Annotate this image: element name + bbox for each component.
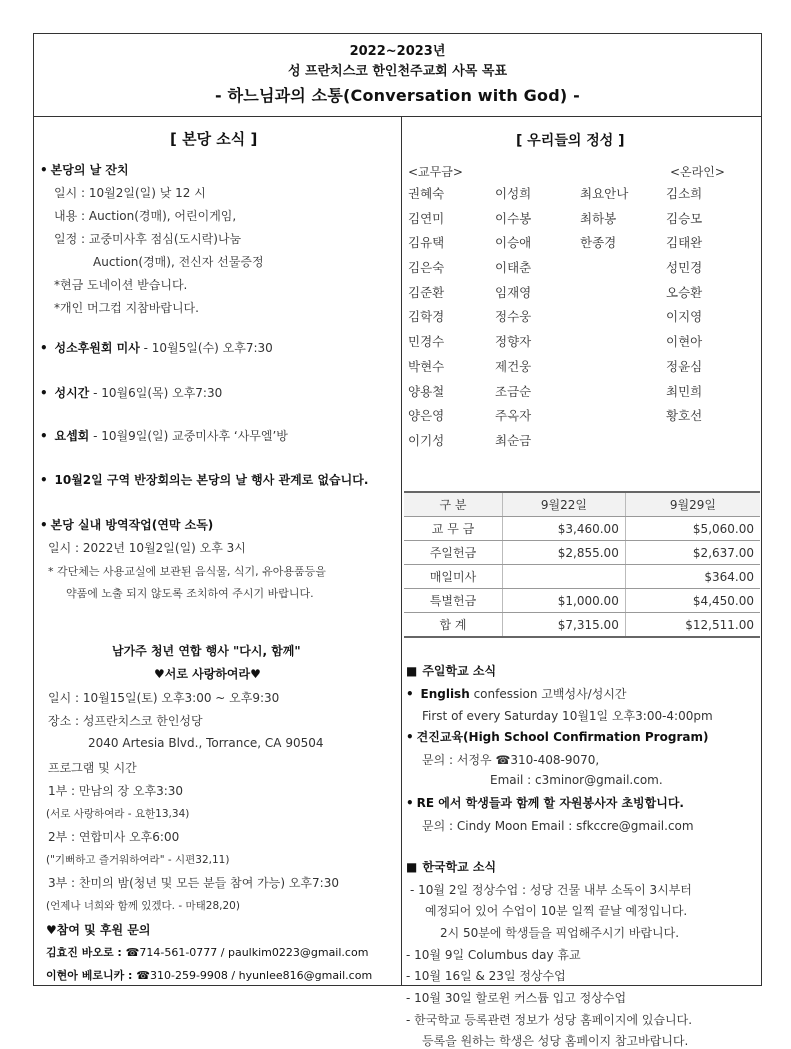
- program-heading: 프로그램 및 시간: [48, 761, 137, 775]
- donor-name: 최하봉: [580, 210, 617, 226]
- donor-name: 민경수: [408, 334, 445, 350]
- youth-event-title: 남가주 청년 연합 행사 "다시, 함께": [112, 644, 301, 658]
- online-label: <온라인>: [670, 165, 725, 179]
- parish-day-line: *현금 도네이션 받습니다.: [54, 278, 188, 292]
- volunteer-contact: 문의 : Cindy Moon Email : sfkccre@gmail.com: [422, 819, 694, 833]
- table-cell: 주일헌금: [404, 541, 503, 565]
- parish-day-line: Auction(경매), 전신자 선물증정: [93, 255, 264, 269]
- table-cell: [503, 565, 626, 589]
- news-item: [40, 427, 288, 444]
- donor-name: 성민경: [666, 260, 703, 276]
- donor-name: 최민희: [666, 383, 703, 399]
- korean-school-item: - 10월 2일 정상수업 : 성당 건물 내부 소독이 3시부터: [410, 883, 692, 897]
- table-row: [404, 589, 760, 613]
- news-label: 요셉회: [54, 429, 90, 443]
- news-text: - 10월6일(목) 오후7:30: [89, 386, 223, 400]
- donor-name: 이지영: [666, 309, 703, 325]
- donor-name: 김학경: [408, 309, 445, 325]
- youth-event-date: 일시 : 10월15일(토) 오후3:00 ~ 오후9:30: [48, 691, 280, 705]
- table-row: [404, 517, 760, 541]
- donor-name: 박현수: [408, 358, 445, 374]
- donor-name: 오승환: [666, 284, 703, 300]
- parish-day-line: 일정 : 교중미사후 점심(도시락)나눔: [54, 232, 242, 246]
- donor-name: 김소희: [666, 186, 703, 201]
- offerings-column: [402, 116, 762, 1048]
- donor-name: 한종경: [580, 235, 617, 251]
- korean-school-item: 등록을 원하는 학생은 성당 홈페이지 참고바랍니다.: [422, 1034, 689, 1048]
- table-cell: 합 계: [404, 613, 503, 638]
- donor-name: 김유택: [408, 235, 445, 251]
- donor-row: [408, 357, 756, 382]
- header-parish-goal: 성 프란치스코 한인천주교회 사목 목표: [287, 64, 508, 79]
- program-verse: ("기뻐하고 즐거워하여라" - 시편32,11): [46, 854, 230, 866]
- donor-name: 최순금: [495, 432, 532, 448]
- contact-line: [46, 967, 372, 983]
- donor-name: 정윤심: [666, 358, 703, 374]
- sunday-school-heading: ■ 주일학교 소식: [406, 662, 496, 679]
- table-cell: 교 무 금: [404, 517, 503, 541]
- donor-name: 김승모: [666, 210, 703, 226]
- table-cell: $12,511.00: [625, 613, 760, 638]
- table-row: [404, 565, 760, 589]
- program-part: 2부 : 연합미사 오후6:00: [48, 830, 180, 844]
- table-header: 9월29일: [625, 492, 760, 517]
- disinfection-note: 약품에 노출 되지 않도록 조치하여 주시기 바랍니다.: [66, 587, 314, 600]
- contact-info: ☎714-561-0777 / paulkim0223@gmail.com: [125, 946, 369, 959]
- bulletin-frame: [33, 33, 762, 1048]
- donor-row: [408, 406, 756, 431]
- table-header: 9월22일: [503, 492, 626, 517]
- table-total-row: [404, 613, 760, 638]
- english-line: [406, 685, 627, 702]
- youth-event-subtitle: ♥서로 사랑하여라♥: [154, 667, 261, 681]
- donor-name: 이승애: [495, 235, 532, 251]
- korean-school-item: - 한국학교 등록관련 정보가 성당 홈페이지에 있습니다.: [406, 1013, 693, 1027]
- news-label: 10월2일 구역 반장회의는 본당의 날 행사 관계로 없습니다.: [54, 473, 369, 487]
- donor-name: 김태완: [666, 235, 703, 251]
- news-item: [40, 384, 222, 401]
- parish-day-line: 내용 : Auction(경매), 어린이게임,: [54, 209, 237, 223]
- donor-list: [408, 184, 756, 456]
- contact-info: ☎310-259-9908 / hyunlee816@gmail.com: [136, 969, 373, 982]
- donor-name: 권혜숙: [408, 186, 445, 201]
- news-text: - 10월9일(일) 교중미사후 ‘사무엘’방: [89, 429, 288, 443]
- parish-news-title: [ 본당 소식 ]: [170, 130, 258, 148]
- korean-school-item: - 10월 30일 할로윈 커스튬 입고 정상수업: [406, 991, 627, 1005]
- confirmation-contact: 문의 : 서정우 ☎310-408-9070,: [422, 753, 600, 767]
- korean-school-item: - 10월 16일 & 23일 정상수업: [406, 969, 566, 983]
- disinfection-note: * 각단체는 사용교실에 보관된 음식물, 식기, 유아용품등을: [48, 565, 326, 578]
- donor-name: 이현아: [666, 334, 703, 350]
- donor-name: 정향자: [495, 334, 532, 350]
- donor-name: 임재영: [495, 284, 532, 300]
- parish-day-heading: • 본당의 날 잔치: [40, 161, 129, 178]
- table-cell: $2,855.00: [503, 541, 626, 565]
- parish-news-column: [34, 116, 401, 986]
- table-cell: 특별헌금: [404, 589, 503, 613]
- donor-name: 주옥자: [495, 408, 532, 424]
- program-verse: (언제나 너희와 함께 있겠다. - 마태28,20): [46, 900, 240, 912]
- donor-name: 최요안나: [580, 186, 629, 201]
- donor-name: 양은영: [408, 408, 445, 424]
- donor-row: [408, 382, 756, 407]
- program-verse: (서로 사랑하여라 - 요한13,34): [46, 808, 190, 820]
- korean-school-item: 예정되어 있어 수업이 10분 일찍 끝날 예정입니다.: [425, 904, 688, 918]
- youth-event-place: 장소 : 성프란치스코 한인성당: [48, 714, 203, 728]
- contact-name: 김효진 바오로 :: [46, 946, 126, 959]
- korean-school-item: - 10월 9일 Columbus day 휴교: [406, 948, 581, 962]
- korean-school-heading: ■ 한국학교 소식: [406, 858, 496, 875]
- bulletin-header: [34, 34, 761, 117]
- news-item: [40, 339, 273, 356]
- donor-name: 양용철: [408, 383, 445, 399]
- offering-table: [404, 491, 760, 638]
- english-text: confession 고백성사/성시간: [469, 687, 627, 701]
- english-label: English: [420, 687, 470, 701]
- table-cell: $364.00: [625, 565, 760, 589]
- korean-school-item: 2시 50분에 학생들을 픽업해주시기 바랍니다.: [440, 926, 680, 940]
- table-cell: $7,315.00: [503, 613, 626, 638]
- donor-row: [408, 431, 756, 456]
- table-cell: $2,637.00: [625, 541, 760, 565]
- table-header-row: [404, 492, 760, 517]
- contact-line: [46, 944, 368, 960]
- table-cell: $5,060.00: [625, 517, 760, 541]
- pledge-label: <교무금>: [408, 165, 463, 179]
- parish-day-line: 일시 : 10월2일(일) 낮 12 시: [54, 186, 206, 200]
- program-part: 3부 : 찬미의 밤(청년 및 모든 분들 참여 가능) 오후7:30: [48, 876, 339, 890]
- table-row: [404, 541, 760, 565]
- donor-name: 이수봉: [495, 210, 532, 226]
- donor-name: 황호선: [666, 408, 703, 424]
- donor-name: 제건웅: [495, 358, 532, 374]
- donor-name: 정수웅: [495, 309, 532, 325]
- contact-heading: ♥참여 및 후원 문의: [46, 923, 151, 937]
- donor-name: 이태춘: [495, 260, 532, 276]
- donor-name: 조금순: [495, 383, 532, 399]
- youth-event-address: 2040 Artesia Blvd., Torrance, CA 90504: [88, 736, 324, 750]
- english-time: First of every Saturday 10월1일 오후3:00-4:00pm: [422, 709, 713, 723]
- donor-name: 김연미: [408, 210, 445, 226]
- news-label: 성소후원회 미사: [54, 341, 140, 355]
- news-text: - 10월5일(수) 오후7:30: [139, 341, 273, 355]
- table-header: 구 분: [404, 492, 503, 517]
- table-cell: $4,450.00: [625, 589, 760, 613]
- disinfection-heading: • 본당 실내 방역작업(연막 소독): [40, 516, 213, 533]
- program-part: 1부 : 만남의 장 오후3:30: [48, 784, 184, 798]
- donor-row: [408, 283, 756, 308]
- parish-day-line: *개인 머그컵 지참바랍니다.: [54, 301, 199, 315]
- header-motto: - 하느님과의 소통(Conversation with God) -: [215, 86, 580, 105]
- donor-row: [408, 307, 756, 332]
- donor-row: [408, 332, 756, 357]
- table-cell: $3,460.00: [503, 517, 626, 541]
- header-years: 2022~2023년: [349, 44, 446, 59]
- donor-name: 이성희: [495, 186, 532, 201]
- volunteer-label: • RE 에서 학생들과 함께 할 자원봉사자 초빙합니다.: [406, 794, 684, 811]
- donor-row: [408, 209, 756, 234]
- confirmation-email: Email : c3minor@gmail.com.: [490, 773, 663, 787]
- donor-row: [408, 233, 756, 258]
- disinfection-date: 일시 : 2022년 10월2일(일) 오후 3시: [48, 541, 246, 555]
- donor-name: 김은숙: [408, 260, 445, 276]
- news-label: 성시간: [54, 386, 90, 400]
- donor-name: 김준환: [408, 284, 445, 300]
- table-cell: $1,000.00: [503, 589, 626, 613]
- donor-name: 이기성: [408, 432, 445, 448]
- offerings-title: [ 우리들의 정성 ]: [516, 133, 625, 149]
- news-item: [40, 471, 368, 488]
- contact-name: 이현아 베로니카 :: [46, 969, 137, 982]
- donor-row: [408, 184, 756, 209]
- confirmation-label: • 견진교육(High School Confirmation Program): [406, 728, 708, 745]
- donor-row: [408, 258, 756, 283]
- table-cell: 매일미사: [404, 565, 503, 589]
